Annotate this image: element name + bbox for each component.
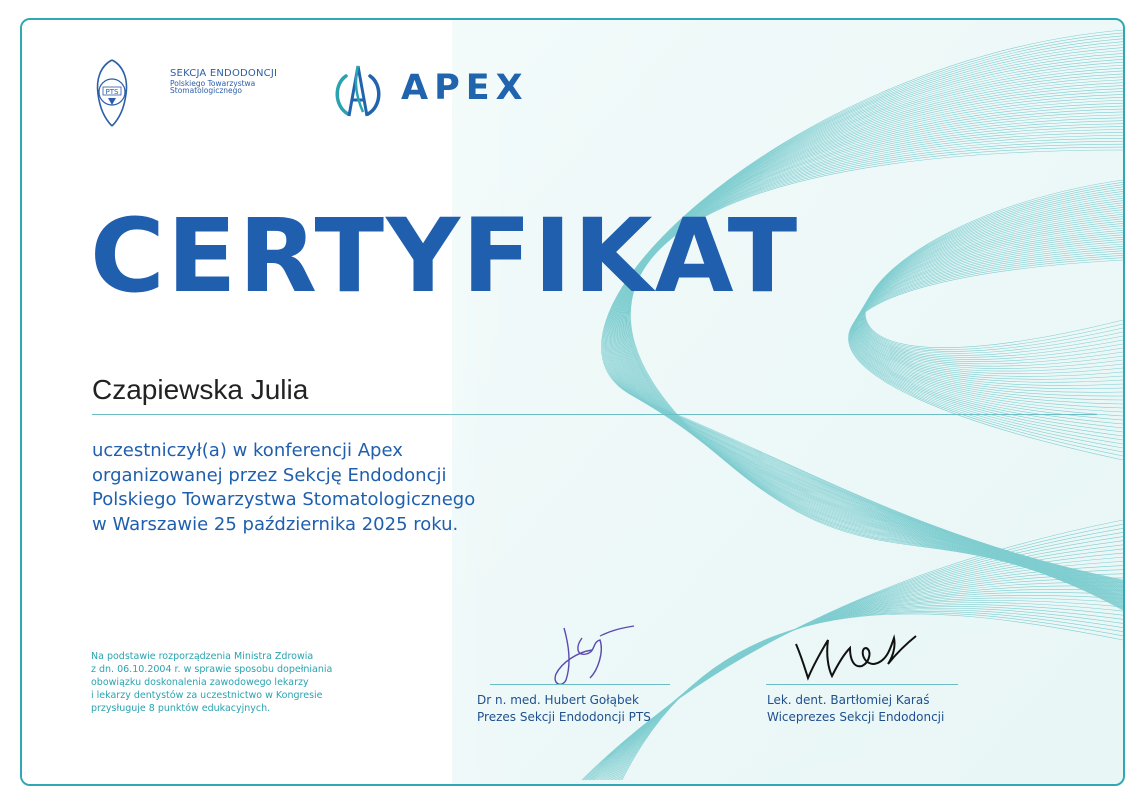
pts-subtitle-2: Stomatologicznego <box>170 86 243 96</box>
body-line: uczestniczył(a) w konferencji Apex <box>92 440 403 461</box>
legal-line: z dn. 06.10.2004 r. w sprawie sposobu dopełniania <box>91 664 333 675</box>
signature-line-1 <box>490 684 670 685</box>
certificate-body <box>92 439 475 537</box>
signature-karas <box>792 624 922 684</box>
pts-logo <box>92 58 132 128</box>
body-line: organizowanej przez Sekcję Endodoncji <box>92 464 447 486</box>
pts-mark: PTS <box>105 88 119 96</box>
legal-line: i lekarzy dentystów za uczestnictwo w Kongresie <box>91 690 323 701</box>
apex-logo-mark <box>330 62 386 122</box>
legal-line: przysługuje 8 punktów edukacyjnych. <box>91 703 271 714</box>
certificate-title: CERTYFIKAT <box>90 197 800 316</box>
name-underline <box>92 414 1097 415</box>
legal-line: obowiązku doskonalenia zawodowego lekarzy <box>91 677 309 688</box>
apex-wordmark: APEX <box>401 68 529 108</box>
signatory-2-name: Lek. dent. Bartłomiej Karaś <box>767 693 930 707</box>
pts-subtitle-1: Polskiego Towarzystwa <box>170 78 256 88</box>
signature-line-2 <box>766 684 958 685</box>
pts-title: SEKCJA ENDODONCJI <box>170 68 278 79</box>
signatory-1 <box>477 692 651 726</box>
signatory-1-role: Prezes Sekcji Endodoncji PTS <box>477 710 651 724</box>
body-line: w Warszawie 25 października 2025 roku. <box>92 513 459 535</box>
legal-line: Na podstawie rozporządzenia Ministra Zdrowia <box>91 651 314 662</box>
signatory-1-name: Dr n. med. Hubert Gołąbek <box>477 693 639 707</box>
signatory-2-role: Wiceprezes Sekcji Endodoncji <box>767 710 945 724</box>
certificate-frame <box>20 18 1125 786</box>
signatory-2 <box>767 692 944 726</box>
body-line: Polskiego Towarzystwa Stomatologicznego <box>92 489 476 510</box>
pts-org-name <box>170 69 277 95</box>
legal-note <box>91 650 332 715</box>
participant-name: Czapiewska Julia <box>92 374 309 405</box>
